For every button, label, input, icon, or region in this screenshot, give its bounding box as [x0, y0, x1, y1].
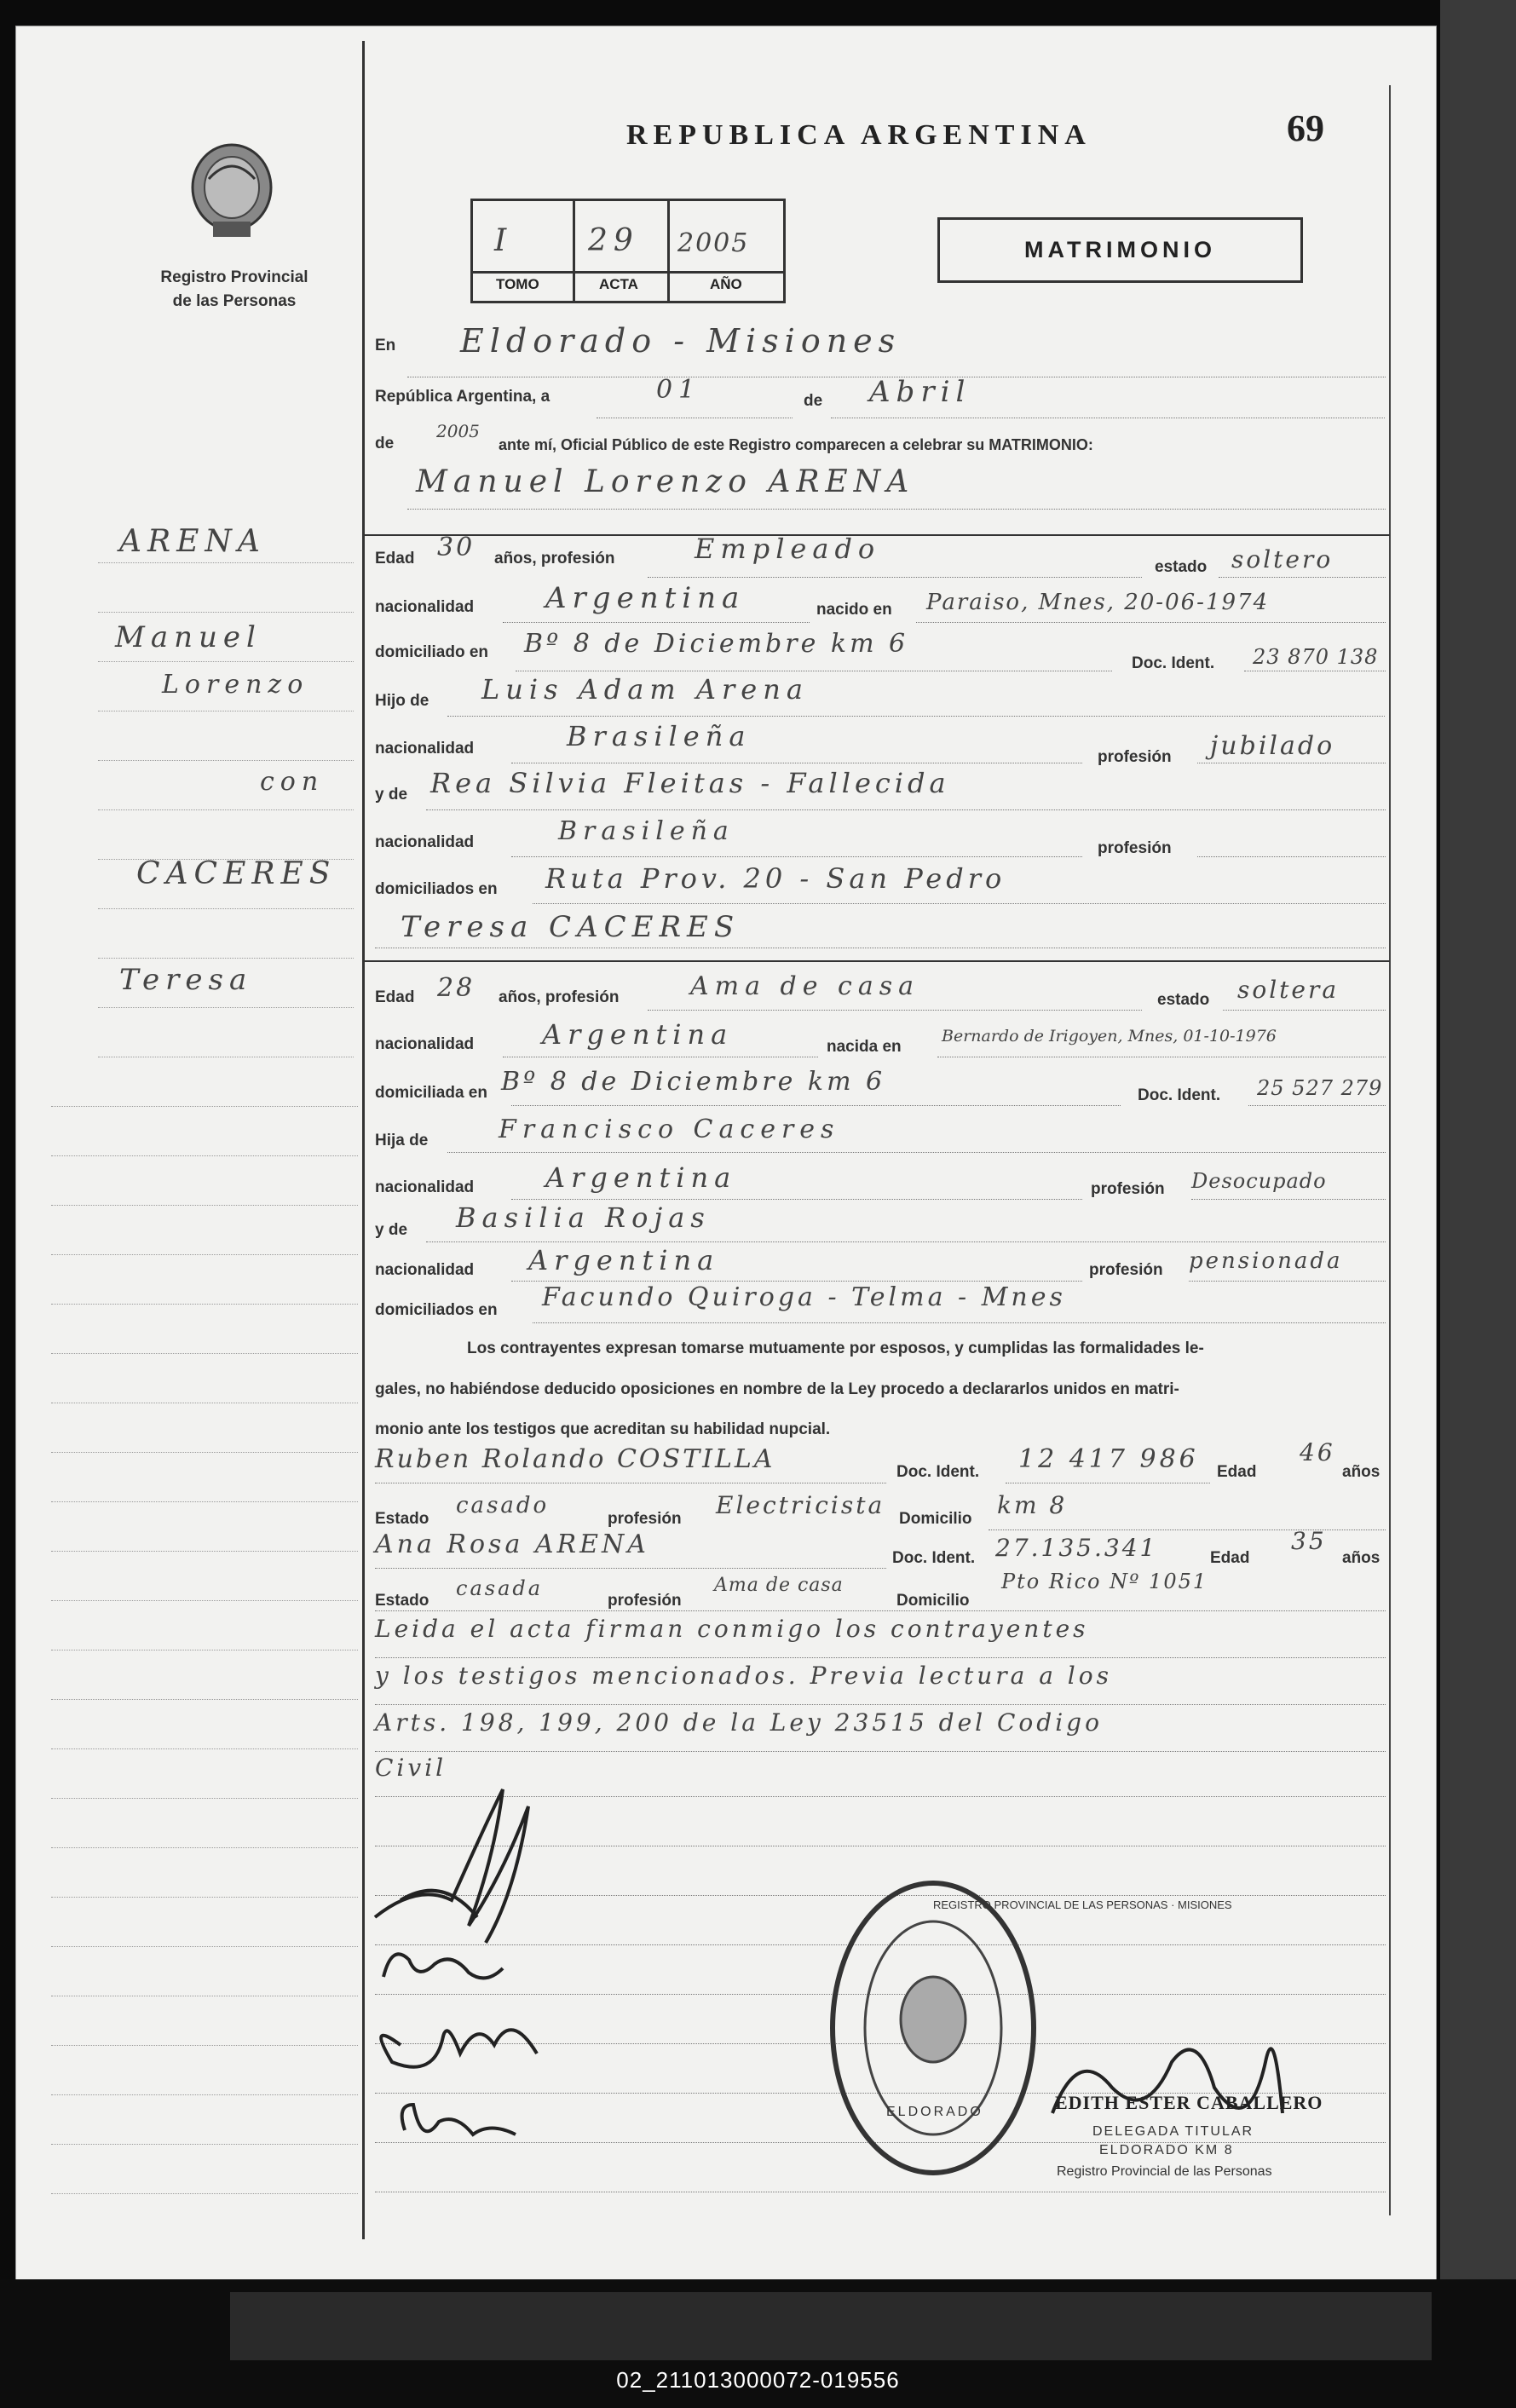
right-rule	[1389, 85, 1391, 2215]
groom-padre-nac: Brasileña	[567, 720, 752, 752]
witness1-doc-label: Doc. Ident.	[896, 1463, 980, 1481]
groom-nac-label: nacionalidad	[375, 598, 475, 616]
year: 2005	[436, 421, 480, 441]
page-edge-shadow	[1440, 0, 1516, 2301]
registry-name-line2: de las Personas	[172, 292, 297, 310]
bride-estado-label: estado	[1157, 991, 1210, 1009]
witness1-name: Ruben Rolando COSTILLA	[375, 1444, 775, 1474]
acta-label: ACTA	[599, 276, 638, 292]
tomo-label: TOMO	[496, 276, 539, 292]
witness1-dom-label: Domicilio	[899, 1510, 972, 1528]
witness1-estado: casado	[456, 1493, 550, 1518]
witness2-estado: casada	[456, 1576, 544, 1600]
witness2-domicilio: Pto Rico Nº 1051	[1001, 1570, 1208, 1593]
margin-rule	[362, 41, 365, 2239]
bride-madre-nac: Argentina	[528, 1244, 720, 1276]
bride-padre: Francisco Caceres	[499, 1115, 840, 1144]
margin-groom-second: Lorenzo	[162, 670, 309, 700]
groom-padres-dom: Ruta Prov. 20 - San Pedro	[545, 862, 1006, 895]
margin-groom-surname: ARENA	[119, 524, 266, 559]
witness2-doc: 27.135.341	[995, 1534, 1158, 1562]
witness2-edad: 35	[1291, 1527, 1327, 1555]
bride-yde-label: y de	[375, 1221, 408, 1239]
bride-madre-prof: pensionada	[1189, 1248, 1343, 1274]
en-label: En	[375, 337, 396, 354]
groom-doc-label: Doc. Ident.	[1132, 654, 1215, 672]
ano-label: AÑO	[710, 276, 742, 292]
groom-padre-prof: jubilado	[1210, 731, 1335, 761]
witness2-edad-label: Edad	[1210, 1549, 1250, 1567]
republica-label: República Argentina, a	[375, 388, 550, 406]
witness1-signature	[366, 2002, 571, 2079]
bride-nacionalidad: Argentina	[542, 1018, 734, 1051]
witness1-doc: 12 417 986	[1018, 1444, 1199, 1474]
bride-padre-prof-label: profesión	[1091, 1180, 1165, 1198]
witness1-edad: 46	[1300, 1438, 1335, 1466]
bride-padre-prof: Desocupado	[1191, 1169, 1327, 1193]
bride-edad: 28	[437, 973, 476, 1003]
groom-nacido: Paraiso, Mnes, 20-06-1974	[926, 590, 1270, 615]
place: Eldorado - Misiones	[460, 322, 902, 360]
groom-signature	[366, 1772, 554, 1960]
groom-padre-prof-label: profesión	[1098, 748, 1172, 766]
closing-line-4: Civil	[375, 1754, 447, 1782]
groom-madre: Rea Silvia Fleitas - Fallecida	[430, 767, 950, 799]
witness1-anos-label: años	[1342, 1463, 1381, 1481]
groom-full-name: Manuel Lorenzo ARENA	[416, 464, 915, 499]
registry-crest-icon	[175, 136, 290, 247]
margin-con: con	[260, 767, 325, 797]
witness2-doc-label: Doc. Ident.	[892, 1549, 976, 1567]
acta-value: 29	[588, 223, 639, 258]
margin-groom-first: Manuel	[115, 620, 262, 654]
bride-section-divider	[365, 960, 1390, 962]
groom-madre-nac-label: nacionalidad	[375, 833, 475, 851]
bride-estado: soltera	[1237, 976, 1340, 1004]
groom-edad: 30	[437, 533, 476, 562]
closing-line-2: y los testigos mencionados. Previa lectura a los	[375, 1662, 1112, 1690]
groom-hijo-label: Hijo de	[375, 692, 429, 710]
bride-padres-dom: Facundo Quiroga - Telma - Mnes	[542, 1282, 1066, 1312]
page-number: 69	[1287, 107, 1324, 149]
tomo-value: I	[494, 223, 513, 258]
month: Abril	[869, 375, 971, 409]
bride-domicilio: Bº 8 de Diciembre km 6	[501, 1067, 886, 1097]
page-title: REPUBLICA ARGENTINA	[626, 119, 1092, 151]
witness2-estado-label: Estado	[375, 1592, 429, 1610]
bride-padre-nac: Argentina	[545, 1161, 737, 1194]
bride-anos-prof-label: años, profesión	[499, 988, 620, 1006]
de-label: de	[804, 392, 823, 410]
margin-bride-first: Teresa	[119, 963, 253, 997]
page-shadow	[230, 2292, 1432, 2360]
de2-label: de	[375, 435, 395, 452]
groom-estado-label: estado	[1155, 558, 1208, 576]
witness1-profesion: Electricista	[716, 1491, 885, 1519]
groom-anos-prof-label: años, profesión	[494, 550, 615, 567]
record-type: MATRIMONIO	[1024, 237, 1216, 262]
bride-doc: 25 527 279	[1257, 1076, 1383, 1100]
groom-padre-nac-label: nacionalidad	[375, 740, 475, 758]
groom-doms-label: domiciliados en	[375, 880, 498, 898]
groom-estado: soltero	[1231, 545, 1334, 573]
witness2-dom-label: Domicilio	[896, 1592, 970, 1610]
bride-dom-label: domiciliada en	[375, 1084, 487, 1102]
bride-nacida-label: nacida en	[827, 1038, 902, 1056]
groom-doc: 23 870 138	[1253, 645, 1379, 669]
groom-dom-label: domiciliado en	[375, 643, 489, 661]
ano-value: 2005	[677, 228, 750, 258]
bride-edad-label: Edad	[375, 988, 415, 1006]
closing-line-3: Arts. 198, 199, 200 de la Ley 23515 del Codigo	[375, 1708, 1103, 1737]
bride-nac-label: nacionalidad	[375, 1035, 475, 1053]
groom-domicilio: Bº 8 de Diciembre km 6	[524, 629, 909, 659]
groom-profesion: Empleado	[695, 533, 881, 565]
bride-madre: Basilia Rojas	[456, 1201, 711, 1234]
body-line-2: gales, no habiéndose deducido oposiciones en nombre de la Ley procedo a declararlos unidos en matri-	[375, 1380, 1179, 1398]
bride-full-name: Teresa CACERES	[401, 910, 741, 944]
witness1-domicilio: km 8	[997, 1491, 1068, 1519]
bride-nacida: Bernardo de Irigoyen, Mnes, 01-10-1976	[942, 1027, 1277, 1046]
witness2-anos-label: años	[1342, 1549, 1381, 1567]
witness1-edad-label: Edad	[1217, 1463, 1257, 1481]
groom-edad-label: Edad	[375, 550, 415, 567]
witness2-profesion: Ama de casa	[714, 1575, 844, 1596]
bride-padre-nac-label: nacionalidad	[375, 1178, 475, 1196]
groom-nacido-label: nacido en	[816, 601, 892, 619]
body-line-1: Los contrayentes expresan tomarse mutuamente por esposos, y cumplidas las formalidades le-	[467, 1339, 1204, 1357]
bride-doc-label: Doc. Ident.	[1138, 1086, 1221, 1104]
stamp-ring-text: REGISTRO PROVINCIAL DE LAS PERSONAS · MISIONES	[933, 1898, 1232, 1911]
groom-madre-nac: Brasileña	[558, 816, 735, 846]
bride-madre-prof-label: profesión	[1089, 1261, 1163, 1279]
bride-hija-label: Hija de	[375, 1132, 429, 1149]
registry-name-line1: Registro Provincial	[160, 268, 308, 286]
official-role: DELEGADA TITULAR	[1092, 2124, 1254, 2139]
groom-padre: Luis Adam Arena	[481, 673, 809, 706]
registry-stamp	[822, 1870, 1044, 2186]
official-office: ELDORADO KM 8	[1099, 2143, 1234, 2157]
margin-bride-surname: CACERES	[136, 856, 337, 891]
bride-signature	[366, 1934, 520, 1994]
witness1-estado-label: Estado	[375, 1510, 429, 1528]
file-identifier: 02_211013000072-019556	[616, 2367, 900, 2393]
groom-nacionalidad: Argentina	[545, 581, 746, 615]
bride-profesion: Ama de casa	[690, 971, 919, 1001]
official-name: EDITH ESTER CABALLERO	[1055, 2092, 1323, 2113]
witness1-prof-label: profesión	[608, 1510, 682, 1528]
body-line-3: monio ante los testigos que acreditan su habilidad nupcial.	[375, 1420, 831, 1438]
closing-line-1: Leida el acta firman conmigo los contrayentes	[375, 1615, 1089, 1643]
groom-madre-prof-label: profesión	[1098, 839, 1172, 857]
official-registry: Registro Provincial de las Personas	[1057, 2164, 1272, 2179]
bride-doms-label: domiciliados en	[375, 1301, 498, 1319]
certificate-page	[15, 26, 1437, 2281]
witness2-name: Ana Rosa ARENA	[375, 1529, 649, 1559]
witness2-prof-label: profesión	[608, 1592, 682, 1610]
stamp-center-text: ELDORADO	[886, 2105, 983, 2119]
witness2-signature	[388, 2088, 533, 2156]
groom-yde-label: y de	[375, 786, 408, 804]
intro-text: ante mí, Oficial Público de este Registro comparecen a celebrar su MATRIMONIO:	[499, 436, 1093, 453]
day: 01	[656, 375, 701, 405]
bride-madre-nac-label: nacionalidad	[375, 1261, 475, 1279]
